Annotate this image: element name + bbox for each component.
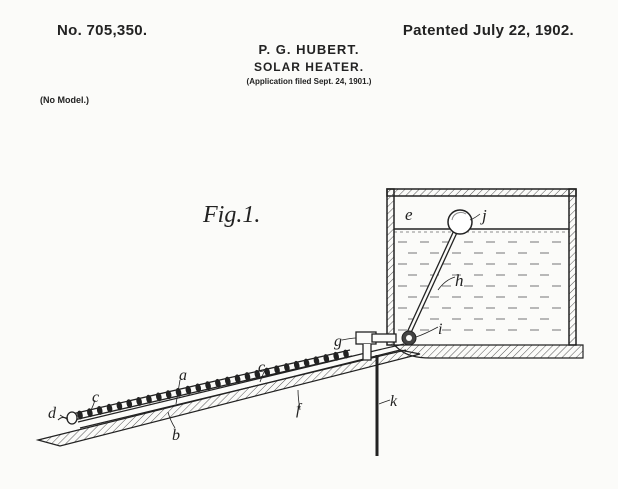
application-date: (Application filed Sept. 24, 1901.) [246, 77, 372, 86]
valve [402, 331, 416, 345]
label-c: c [92, 389, 100, 406]
label-k: k [390, 393, 398, 410]
label-f: f [296, 401, 301, 418]
label-b: b [172, 427, 180, 444]
label-g: g [334, 333, 342, 350]
patent-date: Patented July 22, 1902. [402, 22, 574, 39]
connecting-pipe [78, 344, 406, 428]
heater-coils [77, 350, 349, 420]
tank-base [394, 345, 583, 358]
float-arm [407, 226, 458, 337]
heater-tube [72, 350, 352, 420]
water-fill [398, 242, 561, 330]
float-ball [448, 210, 472, 234]
label-h: h [455, 271, 464, 290]
figure-caption: Fig.1. [203, 202, 261, 228]
patent-number: No. 705,350. [57, 22, 148, 39]
model-note: (No Model.) [40, 95, 89, 105]
inventor-name: P. G. HUBERT. [258, 42, 360, 57]
label-i: i [438, 321, 443, 338]
label-d: d [48, 405, 56, 422]
label-j: j [482, 206, 487, 225]
label-c2: c [258, 359, 266, 376]
label-a: a [179, 367, 187, 384]
patent-title: SOLAR HEATER. [253, 60, 365, 74]
label-e: e [405, 205, 413, 224]
